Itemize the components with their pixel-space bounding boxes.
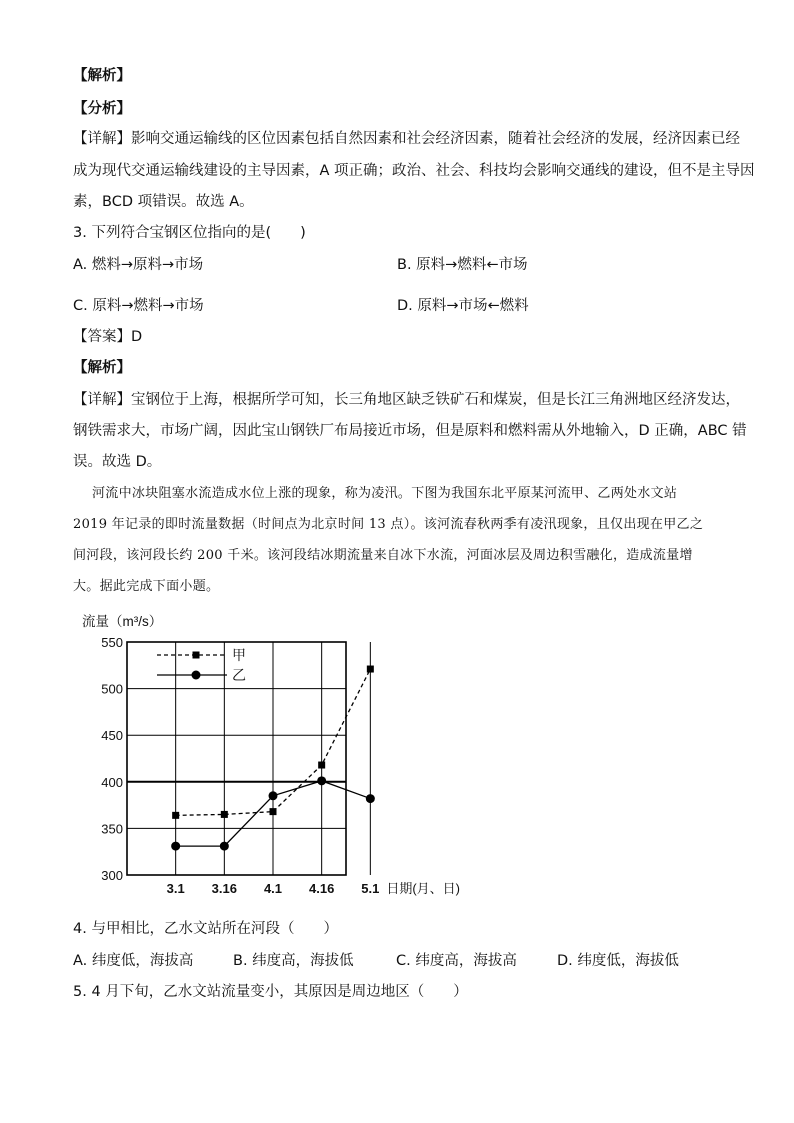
analysis-heading-1: 【解析】 bbox=[73, 68, 131, 84]
data-point-square bbox=[270, 808, 277, 815]
analysis-heading-2: 【解析】 bbox=[73, 360, 131, 376]
q4-option-a: A. 纬度低，海拔高 bbox=[73, 953, 194, 969]
y-tick-label: 500 bbox=[101, 681, 123, 697]
detail-text-2c: 误。故选 D。 bbox=[73, 454, 162, 470]
passage-line-a: 河流中冰块阻塞水流造成水位上涨的现象，称为凌汛。下图为我国东北平原某河流甲、乙两处水文站 bbox=[92, 486, 678, 501]
q4-option-b: B. 纬度高，海拔低 bbox=[233, 953, 354, 969]
legend-label: 甲 bbox=[232, 647, 246, 663]
y-tick-label: 350 bbox=[101, 821, 123, 837]
x-axis-label: 日期(月、日) bbox=[386, 881, 461, 896]
y-tick-label: 450 bbox=[101, 728, 123, 744]
data-point-square bbox=[221, 811, 228, 818]
flow-line-chart bbox=[60, 608, 461, 903]
y-tick-label: 400 bbox=[101, 774, 123, 790]
x-tick-label: 3.1 bbox=[166, 881, 185, 896]
q4-option-d: D. 纬度低，海拔低 bbox=[557, 953, 679, 969]
x-tick-label: 5.1 bbox=[361, 881, 380, 896]
detail-text-2a: 【详解】宝钢位于上海，根据所学可知，长三角地区缺乏铁矿石和煤炭，但是长江三角洲地区经济发达， bbox=[73, 392, 740, 408]
y-tick-label: 550 bbox=[101, 635, 123, 650]
detail-text-1c: 素，BCD 项错误。故选 A。 bbox=[73, 194, 254, 210]
data-point-square bbox=[172, 812, 179, 819]
data-point-circle bbox=[366, 794, 375, 803]
data-point-circle bbox=[317, 776, 326, 785]
q3-option-d: D. 原料→市场←燃料 bbox=[397, 298, 529, 314]
question-5: 5. 4 月下旬，乙水文站流量变小，其原因是周边地区（ ） bbox=[73, 984, 468, 1000]
analysis-subheading: 【分析】 bbox=[73, 101, 131, 117]
y-axis-label: 流量（m³/s） bbox=[82, 614, 163, 629]
y-tick-label: 300 bbox=[101, 868, 123, 883]
data-point-circle bbox=[171, 842, 180, 851]
passage-line-b: 2019 年记录的即时流量数据（时间点为北京时间 13 点）。该河流春秋两季有凌汛现象，且仅出现在甲乙之 bbox=[73, 517, 704, 532]
data-point-circle bbox=[220, 842, 229, 851]
question-4: 4. 与甲相比，乙水文站所在河段（ ） bbox=[73, 921, 338, 937]
answer-line: 【答案】D bbox=[73, 329, 143, 345]
q4-option-c: C. 纬度高，海拔高 bbox=[396, 953, 517, 969]
data-point-circle bbox=[269, 791, 278, 800]
passage-line-c: 间河段，该河段长约 200 千米。该河段结冰期流量来自冰下水流，河面冰层及周边积雪融化，造成流量增 bbox=[73, 548, 693, 563]
detail-text-1a: 【详解】影响交通运输线的区位因素包括自然因素和社会经济因素，随着社会经济的发展，经济因素已经 bbox=[73, 131, 740, 147]
x-tick-label: 4.1 bbox=[263, 881, 283, 896]
q3-option-b: B. 原料→燃料←市场 bbox=[397, 257, 528, 273]
question-3: 3. 下列符合宝钢区位指向的是( ) bbox=[73, 225, 306, 241]
q3-option-c: C. 原料→燃料→市场 bbox=[73, 298, 204, 314]
x-tick-label: 3.16 bbox=[211, 881, 237, 896]
legend-marker-square bbox=[193, 652, 200, 659]
detail-text-1b: 成为现代交通运输线建设的主导因素，A 项正确；政治、社会、科技均会影响交通线的建设，但不是主导因 bbox=[73, 163, 755, 179]
data-point-square bbox=[318, 762, 325, 769]
legend-label: 乙 bbox=[232, 667, 246, 683]
q3-option-a: A. 燃料→原料→市场 bbox=[73, 257, 204, 273]
passage-line-d: 大。据此完成下面小题。 bbox=[73, 579, 220, 594]
detail-text-2b: 钢铁需求大，市场广阔，因此宝山钢铁厂布局接近市场，但是原料和燃料需从外地输入，D 正确，ABC 错 bbox=[73, 423, 747, 439]
data-point-square bbox=[367, 666, 374, 673]
x-tick-label: 4.16 bbox=[309, 881, 335, 896]
legend-marker-circle bbox=[192, 671, 201, 680]
